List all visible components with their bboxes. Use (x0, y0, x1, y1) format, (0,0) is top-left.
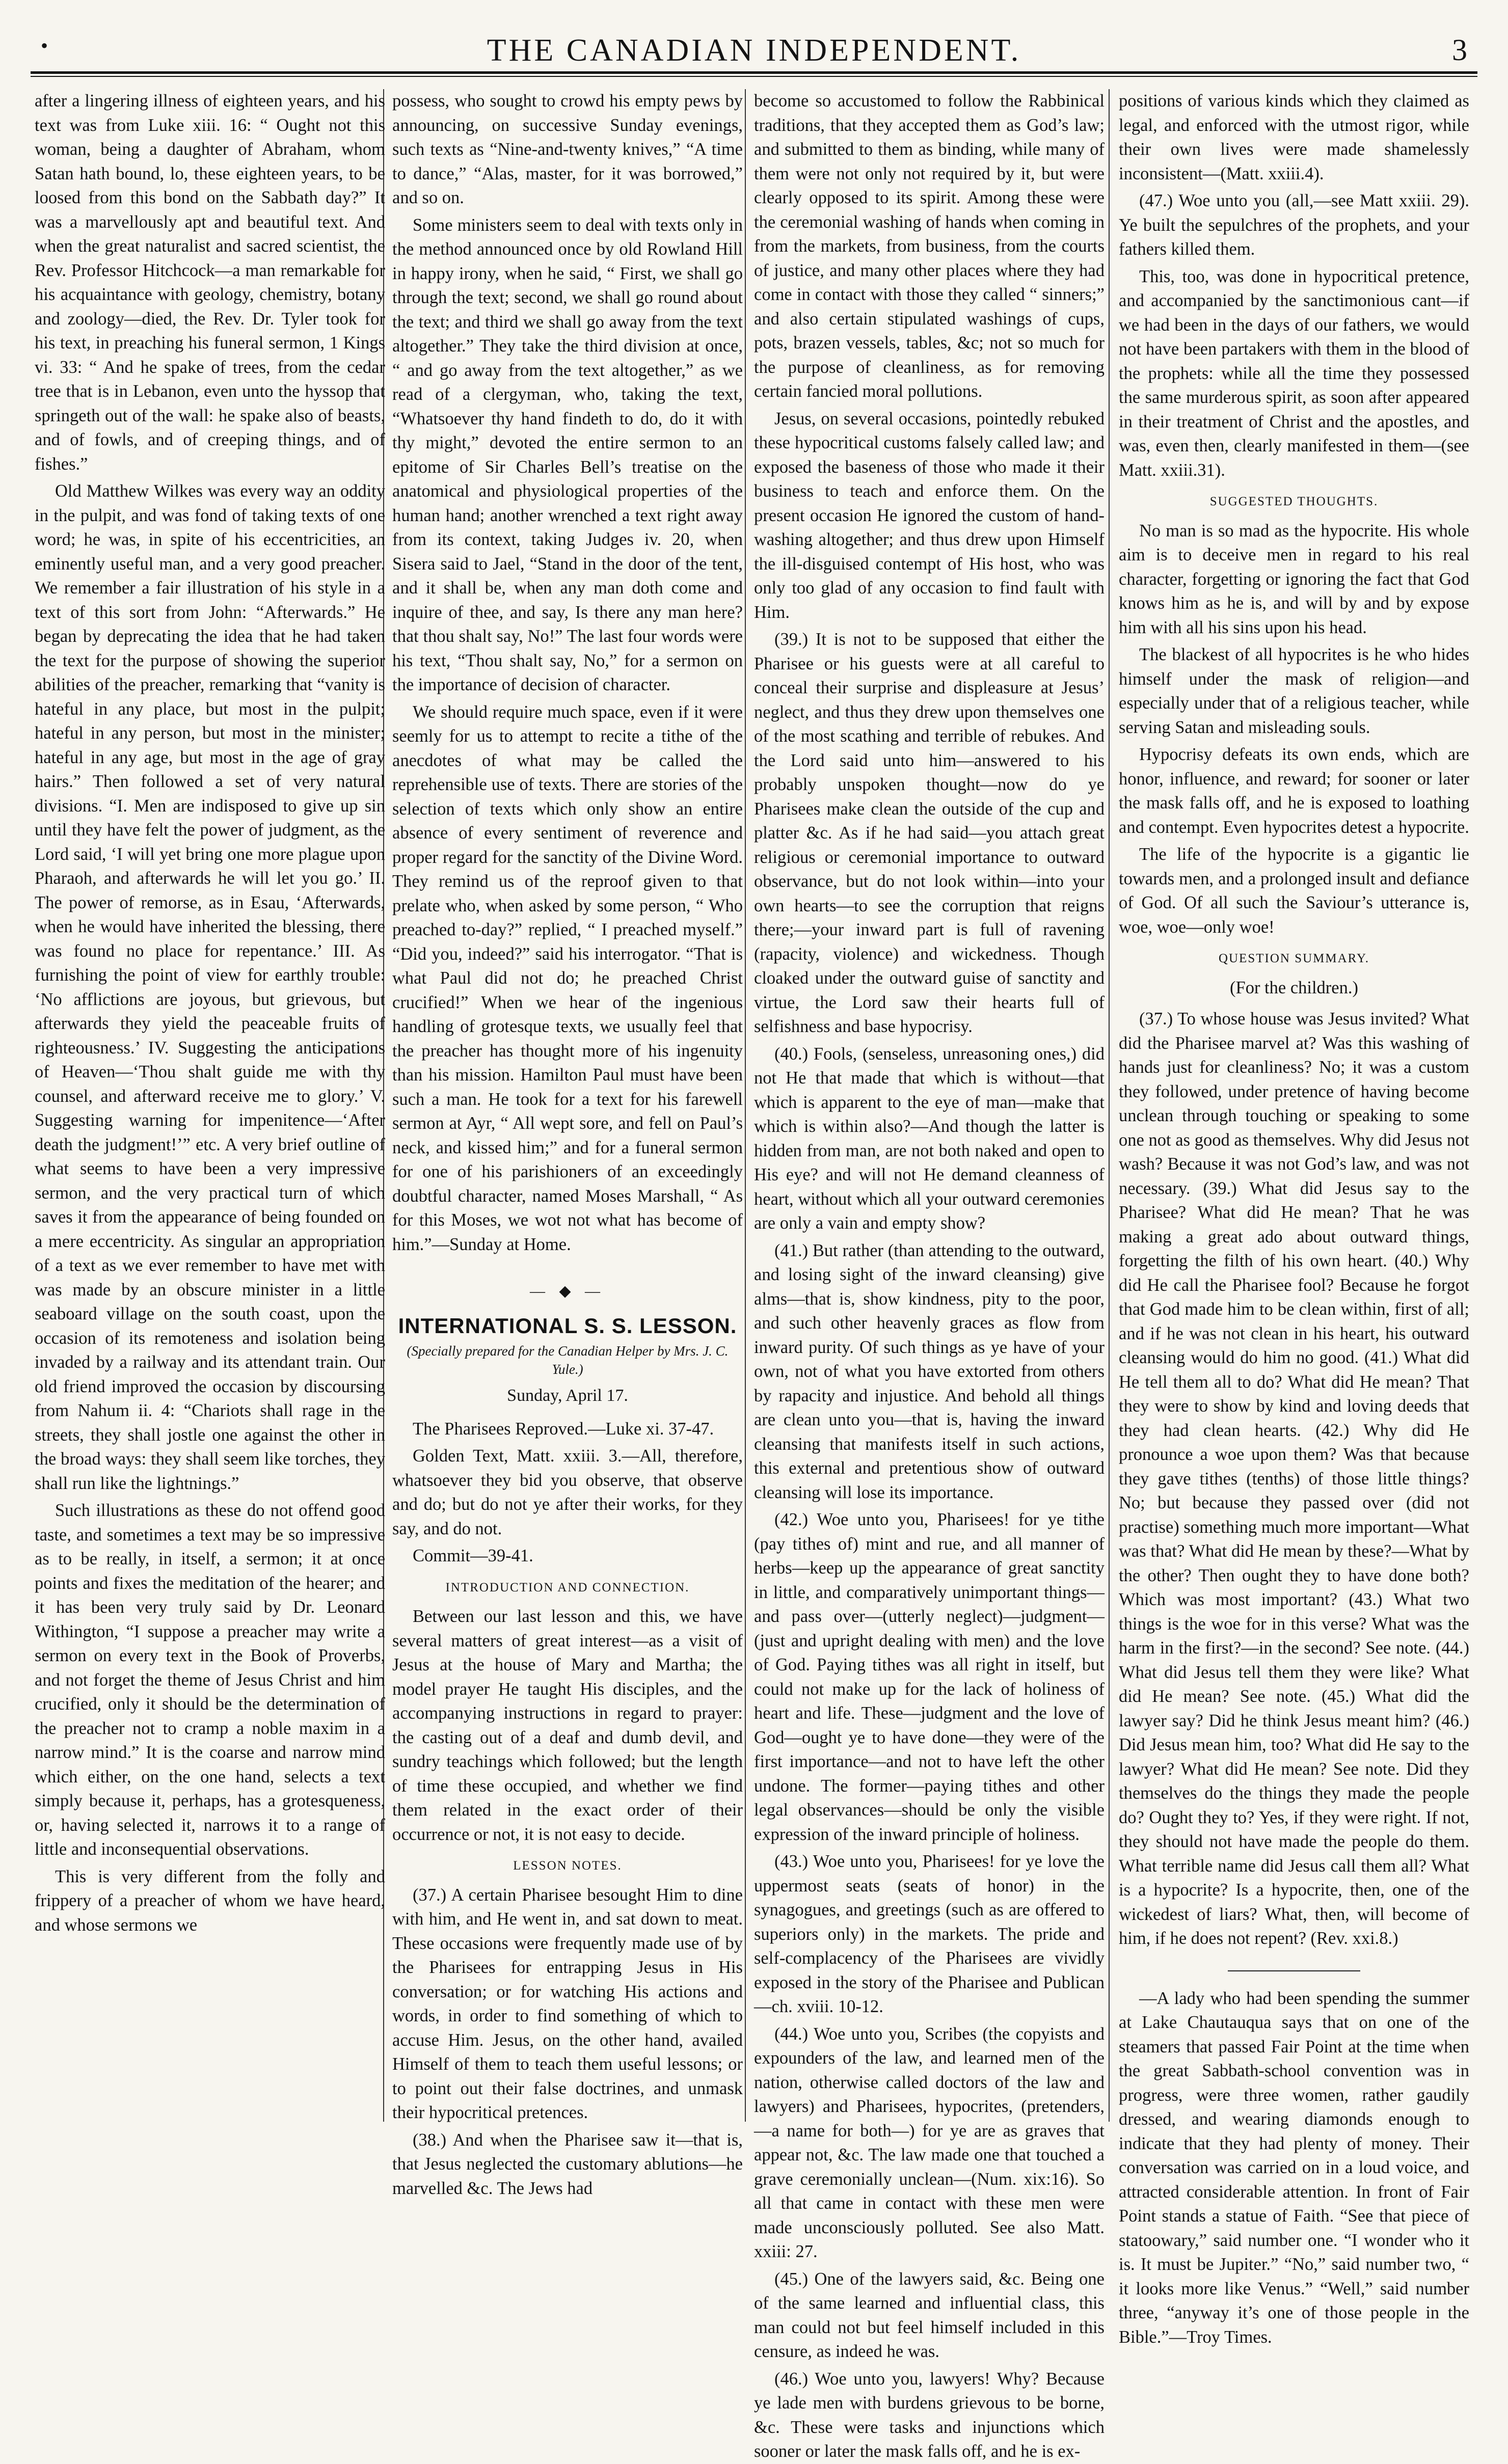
lesson-date: Sunday, April 17. (507, 1386, 628, 1405)
section-ornament: — ◆ — (529, 1283, 606, 1299)
page-number: 3 (1452, 33, 1467, 67)
summary-heading: QUESTION SUMMARY. (1218, 952, 1370, 965)
page-header (31, 20, 1477, 76)
article-paragraph: We should require much space, even if it were seemly for us to attempt to recite a tithe of the anecdotes of what may be called the reprehensible use of texts. There are stories of the selection of texts which only show an entire absence of every sentiment of reverence and proper regard for the sanctity of the Divine Word. They remind us of the reproof given to that prelate who, when asked by some person, “ Who preached to-day?” replied, “ I preached myself.” “Did you, indeed?” said his interrogator. “That is what Paul did not do; he preached Christ crucified!” When we hear of the ingenious handling of grotesque texts, we usually feel that the preacher has thought more of his ingenuity than his mission. Hamilton Paul must have been such a man. He took for a text for his farewell sermon at Ayr, “ All wept sore, and fell on Paul’s neck, and kissed him;” and for a funeral sermon for one of his parishioners of an exceedingly doubtful character, named Moses Marshall, “ As for this Moses, we wot not what has become of him.”—Sunday at Home. (392, 702, 743, 1254)
lesson-title: INTERNATIONAL S. S. LESSON. (398, 1313, 737, 1338)
lesson-note: positions of various kinds which they claimed as legal, and enforced with the utmost rigor, while their own lives were made shamelessly inconsistent—(Matt. xxiii.4). (1119, 91, 1469, 183)
column-3 (754, 89, 1105, 2461)
lesson-note: (44.) Woe unto you, Scribes (the copyists and expounders of the law, and learned men of the nation, otherwise called doctors of the law and lawyers) and Pharisees, hypocrites, (pretenders,—a name for both—) for ye are as graves that appear not, &c. The law made one that touched a grave ceremonially unclean—(Num. xix:16). So all that came in contact with these men were made unconsciously polluted. See also Matt. xxiii: 27. (754, 2024, 1105, 2261)
lesson-note: (40.) Fools, (senseless, unreasoning ones,) did not He that made that which is without—that which is apparent to the eye of man—make that which is within also?—And though the latter is hidden from man, are not both naked and open to His eye? and will not He demand cleanness of heart, without which all your outward ceremonies are only a vain and empty show? (754, 1044, 1105, 1233)
article-paragraph: Old Matthew Wilkes was every way an oddity in the pulpit, and was fond of taking texts of one word; he was, in spite of his eccentricities, an eminently useful man, and a very good preacher. We remember a fair illustration of his style in a text of this sort from John: “Afterwards.” He began by deprecating the idea that he had taken the text for the purpose of showing the superior abilities of the preacher, remarking that “vanity is hateful in any place, but most in the pulpit; hateful in any person, but most in the minister; hateful in any age, but most in the age of gray hairs.” Then followed a set of very natural divisions. “I. Men are indisposed to give up sin until they have felt the power of judgment, as the Lord said, ‘I will yet bring one more plague upon Pharaoh, and afterwards he will let you go.’ II. The power of remorse, as in Esau, ‘Afterwards, when he would have inherited the blessing, there was found no place for repentance.’ III. As furnishing the point of view for earthly trouble: ‘No afflictions are joyous, but grievous, but afterwards they yield the peaceable fruits of righteousness.’ IV. Suggesting the anticipations of Heaven—‘Thou shalt guide me with thy counsel, and afterward receive me to glory.’ V. Suggesting warning for impenitence—‘After death the judgment!’” etc. A very brief outline of what seems to have been a very impressive sermon, and the very practical turn of which saves it from the appearance of being founded on a mere eccentricity. As singular an appropriation of a text as we ever remember to have met with was made by an obscure minister in a little seaboard village on the south coast, upon the occasion of its remoteness and isolation being invaded by a railway and its attendant train. Our old friend improved the occasion by discoursing from Nahum ii. 4: “Chariots shall rage in the streets, they shall jostle one against the other in the broad ways: they shall seem like torches, they shall run like the lightnings.” (35, 481, 385, 1493)
anecdote-paragraph: —A lady who had been spending the summer at Lake Chautauqua says that on one of the steamers that passed Fair Point at the time when the great Sabbath-school convention was in progress, were three women, rather gaudily dressed, and wearing diamonds enough to indicate that they had plenty of money. Their conversation was carried on in a loud voice, and attracted considerable attention. In front of Fair Point stands a statue of Faith. “See that piece of statoowary,” said number one. “I wonder who it is. It must be Jupiter.” “No,” said number two, “ it looks more like Venus.” “Well,” said number three, “anyway it’s one of those people in the Bible.”—Troy Times. (1119, 1988, 1469, 2347)
section-rule (1228, 1970, 1360, 1971)
question-summary: (37.) To whose house was Jesus invited? What did the Pharisee marvel at? Was this washing of hands just for cleanliness? No; it was a custom they followed, under pretence of having become unclean through touching or speaking to some one not as good as themselves. Why did Jesus not wash? Because it was not God’s law, and was not necessary. (39.) What did Jesus say to the Pharisee? What did He mean? That he was making a great ado about outward things, forgetting the filth of his own heart. (40.) Why did He call the Pharisee fool? Because he forgot that God made him to be clean within, first of all; and if he was not clean in his heart, his outward cleansing would do him no good. (41.) What did He tell them all to do? What did He mean? That they were to show by kind and loving deeds that they had clean hearts. (42.) Why did He pronounce a woe upon them? Was that because they gave tithes (tenths) of those little things? No; but because they passed over (did not practise) something much more important—What was that? What did He mean by these?—What by the other? Then ought they to have done both? Which was most important? (43.) What two things is the woe for in this verse? What was the harm in the first?—in the second? See note. (44.) What did Jesus tell them they were like? What did He mean? See note. (45.) What did the lawyer say? Did he think Jesus meant him? (46.) Did Jesus mean him, too? What did He say to the lawyer? What did He mean? See note. Did they themselves do the things they made the people do? Ought they to? Yes, if they were right. If not, they should not have made the people do them. What terrible name did Jesus call them all? What is a hypocrite? Is a hypocrite, then, one of the wickedest of liars? What, then, will become of him, if he does not repent? (Rev. xxi.8.) (1119, 1009, 1469, 1948)
article-paragraph: Such illustrations as these do not offend good taste, and sometimes a text may be so impressive as to be really, in itself, a sermon; it at once points and fixes the meditation of the hearer; and it has been very truly said by Dr. Leonard Withington, “I suppose a preacher may write a sermon on every text in the Book of Proverbs, and not forget the theme of Jesus Christ and him crucified, only it should be the determination of the preacher not to cramp a noble maxim in a narrow mind.” It is the coarse and narrow mind which either, on the one hand, selects a text simply because it, perhaps, has a grotesqueness, or, having selected it, narrows it to a range of little and inconsequential observations. (35, 1501, 385, 1859)
commit-verses: Commit—39-41. (413, 1546, 533, 1565)
lesson-note: (45.) One of the lawyers said, &c. Being one of the same learned and influential class, this man could not but feel himself included in this censure, as indeed he was. (754, 2269, 1105, 2361)
header-rule-thick (31, 71, 1477, 74)
lesson-note: (37.) A certain Pharisee besought Him to dine with him, and He went in, and sat down to meat. These occasions were frequently made use of by the Pharisees for entrapping Jesus in His conversation; or for watching His actions and words, in order to find something of which to accuse Him. Jesus, on the other hand, availed Himself of them to teach them useful lessons; or to point out their false doctrines, and unmask their hypocritical pretences. (392, 1885, 743, 2122)
column-1 (35, 89, 385, 2122)
suggested-thought: The blackest of all hypocrites is he who hides himself under the mask of religion—and especially under that of a religious teacher, while serving Satan and misleading souls. (1119, 645, 1469, 737)
column-4 (1119, 89, 1469, 2347)
article-paragraph: This is very different from the folly and frippery of a preacher of whom we have heard, and whose sermons we (35, 1866, 385, 1935)
suggested-thought: The life of the hypocrite is a gigantic lie towards men, and a prolonged insult and defiance of God. Of all such the Saviour’s utterance is, woe, woe—only woe! (1119, 845, 1469, 937)
lesson-note: (43.) Woe unto you, Pharisees! for ye love the uppermost seats (seats of honor) in the synagogues, and greetings (such as are offered to superiors only) in the markets. The pride and self-complacency of the Pharisees are vividly exposed in the story of the Pharisee and Publican—ch. xviii. 10-12. (754, 1852, 1105, 2016)
lesson-note: become so accustomed to follow the Rabbinical traditions, that they accepted them as God’s law; and submitted to them as binding, while many of them were not only not required by it, but were clearly opposed to its spirit. Among these were the ceremonial washing of hands when coming in from the markets, from business, from the courts of justice, and many other places where they had come in contact with those they called “ sinners;” and also certain stipulated washings of cups, pots, brazen vessels, tables, &c; not so much for the purpose of cleanliness, as for removing certain fancied moral pollutions. (754, 91, 1105, 401)
notes-heading: LESSON NOTES. (513, 1859, 622, 1873)
article-paragraph: possess, who sought to crowd his empty pews by announcing, on successive Sunday evenings, such texts as “Nine-and-twenty knives,” “A time to dance,” “Alas, master, for it was borrowed,” and so on. (392, 91, 743, 207)
column-divider (1109, 89, 1110, 2122)
lesson-note: (42.) Woe unto you, Pharisees! for ye tithe (pay tithes of) mint and rue, and all manner of herbs—keep up the appearance of great sanctity in little, and comparatively unimportant things—and pass over—(utterly neglect)—judgment—(just and upright dealing with men) and the love of God. Paying tithes was all right in itself, but could not make up for the lack of holiness of heart and life. These—judgment and the love of God—ought ye to have done—they were of the first importance—and not to have left the other undone. The former—paying tithes and other legal observances—should be only the visible expression of the inward principle of holiness. (754, 1510, 1105, 1844)
summary-subheading: (For the children.) (1230, 978, 1358, 997)
newspaper-title: THE CANADIAN INDEPENDENT. (487, 33, 1021, 68)
lesson-note: (39.) It is not to be supposed that either the Pharisee or his guests were at all careful to conceal their surprise and displeasure at Jesus’ neglect, and thus they drew upon themselves one of the most scathing and terrible of rebukes. And the Lord said unto him—answered to his probably unspoken thought—now do ye Pharisees make clean the outside of the cup and platter &c. As if he had said—you attach great religious or ceremonial importance to outward observance, but do not look within—into your own hearts—to see the corruption that reigns there;—your inward part is full of ravening (rapacity, violence) and wickedness. Though cloaked under the outward guise of sanctity and virtue, the Lord saw their hearts full of selfishness and base hypocrisy. (754, 630, 1105, 1036)
lesson-note: (47.) Woe unto you (all,—see Matt xxiii. 29). Ye built the sepulchres of the prophets, and your fathers killed them. (1119, 191, 1469, 259)
suggested-thought: No man is so mad as the hypocrite. His whole aim is to deceive men in regard to his real character, forgetting or ignoring the fact that God knows him as he is, and will by and by expose him with all his sins upon his head. (1119, 521, 1469, 637)
suggested-thought: Hypocrisy defeats its own ends, which are honor, influence, and reward; for sooner or later the mask falls off, and he is exposed to loathing and contempt. Even hypocrites detest a hypocrite. (1119, 745, 1469, 837)
intro-paragraph: Between our last lesson and this, we have several matters of great interest—as a visit of Jesus at the house of Mary and Martha; the model prayer He taught His disciples, and the accompanying instructions in regard to prayer: the casting out of a deaf and dumb devil, and sundry teachings which followed; but the length of time these occupied, and whether we find them related in the exact order of their occurrence or not, it is not easy to decide. (392, 1607, 743, 1844)
column-divider (745, 89, 746, 2122)
lesson-note: This, too, was done in hypocritical pretence, and accompanied by the sanctimonious cant—if we had been in the days of our fathers, we would not have been partakers with them in the blood of the prophets: while all the time they possessed the same murderous spirit, as soon after appeared in their treatment of Christ and the apostles, and was, even then, clearly manifested in them—(see Matt. xxiii.31). (1119, 266, 1469, 480)
lesson-note: (41.) But rather (than attending to the outward, and losing sight of the inward cleansing) give alms—that is, show kindness, pity to the poor, and such other heavenly graces as flow from inward purity. Of such things as ye have of your own, not of what you have extorted from others by rapacity and injustice. And behold all things are clean unto you—that is, having the inward cleansing that manifests itself in such actions, this external and pretentious show of outward cleansing will lose its importance. (754, 1240, 1105, 1502)
suggested-heading: SUGGESTED THOUGHTS. (1209, 495, 1379, 508)
column-2 (392, 89, 743, 2198)
article-paragraph: Some ministers seem to deal with texts only in the method announced once by old Rowland Hill in happy irony, when he said, “ First, we shall go through the text; second, we shall go round about the text; and third we shall go away from the text altogether.” They take the third division at once, “ and go away from the text altogether,” as we read of a clergyman, who, taking the text, “Whatsoever thy hand findeth to do, do it with thy might,” devoted the entire sermon to an epitome of Sir Charles Bell’s treatise on the anatomical and physiological properties of the human hand; another wrenched a text right away from its context, taking Judges iv. 20, when Sisera said to Jael, “Stand in the door of the tent, and it shall be, when any man doth come and inquire of thee, and say, Is there any man here? that thou shalt say, No!” The last four words were his text, “Thou shalt say, No,” for a sermon on the importance of decision of character. (392, 215, 743, 694)
lesson-note: (46.) Woe unto you, lawyers! Why? Because ye lade men with burdens grievous to be borne, &c. These were tasks and injunctions which sooner or later the mask falls off, and he is ex- (754, 2369, 1105, 2461)
lesson-note: Jesus, on several occasions, pointedly rebuked these hypocritical customs falsely called law; and exposed the baseness of those who made it their business to teach and enforce them. On the present occasion He ignored the custom of hand-washing altogether; and thus drew upon Himself the ill-disguised contempt of His host, who was only too glad of any occasion to find fault with Him. (754, 409, 1105, 622)
article-paragraph: after a lingering illness of eighteen years, and his text was from Luke xiii. 16: “ Ought not this woman, being a daughter of Abraham, whom Satan hath bound, lo, these eighteen years, to be loosed from this bond on the Sabbath day?” It was a marvellously apt and beautiful text. And when the great naturalist and sacred scientist, the Rev. Professor Hitchcock—a man remarkable for his acquaintance with geology, chemistry, botany and zoology—died, the Rev. Dr. Tyler took for his text, in preaching his funeral sermon, 1 Kings vi. 33: “ And he spake of trees, from the cedar tree that is in Lebanon, even unto the hyssop that springeth out of the wall: he spake also of beasts, and of fowls, and of creeping things, and of fishes.” (35, 91, 385, 474)
header-dot: • (41, 34, 48, 57)
header-rule-thin (31, 76, 1477, 77)
golden-text: Golden Text, Matt. xxiii. 3.—All, therefore, whatsoever they bid you observe, that observe and do; but do not ye after their works, for they say, and do not. (392, 1446, 743, 1538)
lesson-note: (38.) And when the Pharisee saw it—that is, that Jesus neglected the customary ablutions—he marvelled &c. The Jews had (392, 2130, 743, 2198)
intro-heading: INTRODUCTION AND CONNECTION. (445, 1580, 690, 1594)
lesson-reference: The Pharisees Reproved.—Luke xi. 37-47. (413, 1419, 714, 1439)
lesson-credit: (Specially prepared for the Canadian Helper by Mrs. J. C. Yule.) (407, 1343, 729, 1377)
